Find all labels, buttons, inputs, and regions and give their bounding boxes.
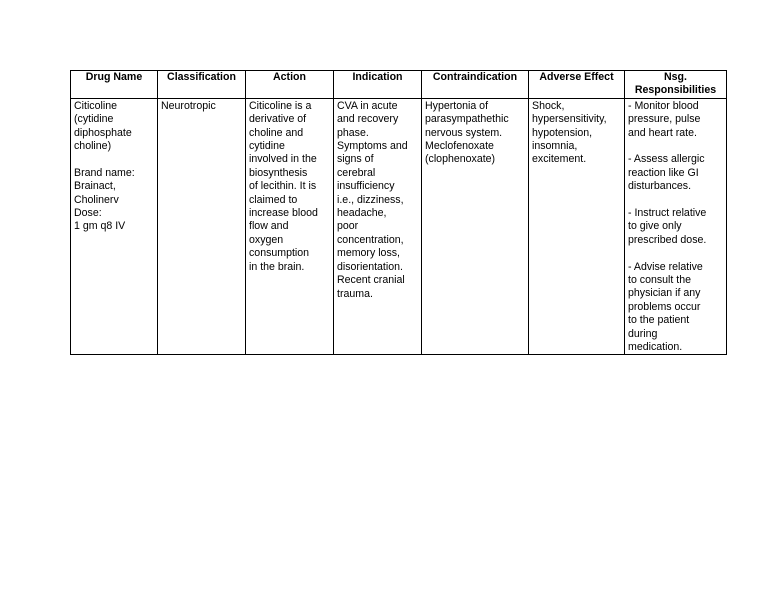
cell-text-line: reaction like GI <box>628 166 699 179</box>
cell-text-line: involved in the <box>249 153 317 166</box>
cell-text-line: to the patient <box>628 314 690 327</box>
cell-text-line: and recovery <box>337 113 399 126</box>
cell-text-line: Shock, <box>532 99 565 112</box>
header-nsg-line: Nsg. <box>664 71 687 83</box>
cell-text-line: hypotension, <box>532 126 593 139</box>
cell-text-line: hypersensitivity, <box>532 113 607 126</box>
cell-text-line: in the brain. <box>249 260 305 273</box>
cell-text-line: prescribed dose. <box>628 233 707 246</box>
cell-text-line: choline and <box>249 126 304 139</box>
cell-text-line: phase. <box>337 126 369 139</box>
cell-text-line: CVA in acute <box>337 99 398 112</box>
cell-text-line: - Advise relative <box>628 260 703 273</box>
cell-text-line: excitement. <box>532 153 587 166</box>
blank-line <box>628 247 723 260</box>
cell-text-line: memory loss, <box>337 247 400 260</box>
drug-study-table <box>70 70 727 355</box>
header-indication: Indication <box>334 71 422 99</box>
cell-text-line: - Instruct relative <box>628 207 707 220</box>
cell-text-line: poor <box>337 220 359 233</box>
cell-text-line: flow and <box>249 220 289 233</box>
cell-text-line: Neurotropic <box>161 99 216 112</box>
cell-contraindication <box>422 98 529 355</box>
cell-text-line: Cholinerv <box>74 193 119 206</box>
cell-text-line: i.e., dizziness, <box>337 193 404 206</box>
cell-text-line: to give only <box>628 220 682 233</box>
header-action: Action <box>246 71 334 99</box>
cell-text-line: increase blood <box>249 207 318 220</box>
table-header-row <box>71 71 727 99</box>
cell-text-line: parasympathethic <box>425 113 509 126</box>
cell-text-line: 1 gm q8 IV <box>74 220 126 233</box>
header-nsg-line: Responsibilities <box>634 84 717 97</box>
cell-indication <box>334 98 422 355</box>
cell-text-line: Dose: <box>74 207 102 220</box>
cell-text-line: Brand name: <box>74 166 135 179</box>
cell-text-line: Symptoms and <box>337 140 408 153</box>
cell-text-line: - Assess allergic <box>628 153 705 166</box>
cell-text-line: Citicoline <box>74 99 117 112</box>
header-adverse-effect: Adverse Effect <box>529 71 625 99</box>
cell-adverse-effect <box>529 98 625 355</box>
cell-text-line: signs of <box>337 153 374 166</box>
blank-line <box>628 140 723 153</box>
cell-text-line: nervous system. <box>425 126 503 139</box>
cell-text-line: - Monitor blood <box>628 99 699 112</box>
cell-text-line: oxygen <box>249 233 284 246</box>
cell-drug-name <box>71 98 158 355</box>
cell-text-line: medication. <box>628 341 683 354</box>
cell-text-line: insufficiency <box>337 180 395 193</box>
cell-text-line: cytidine <box>249 140 285 153</box>
cell-nsg-responsibilities <box>625 98 727 355</box>
cell-text-line: derivative of <box>249 113 307 126</box>
cell-text-line: biosynthesis <box>249 166 308 179</box>
blank-line <box>628 194 723 207</box>
cell-text-line: disturbances. <box>628 180 692 193</box>
cell-text-line: Recent cranial <box>337 274 405 287</box>
cell-text-line: Hypertonia of <box>425 99 489 112</box>
cell-text-line: claimed to <box>249 193 298 206</box>
cell-text-line: Citicoline is a <box>249 99 312 112</box>
cell-text-line: physician if any <box>628 287 701 300</box>
cell-text-line: Brainact, <box>74 180 116 193</box>
cell-text-line: during <box>628 327 658 340</box>
header-drug-name: Drug Name <box>71 71 158 99</box>
cell-text-line: (cytidine <box>74 113 114 126</box>
blank-line <box>74 153 154 166</box>
cell-text-line: Meclofenoxate <box>425 140 494 153</box>
cell-text-line: disorientation. <box>337 260 403 273</box>
cell-text-line: problems occur <box>628 300 701 313</box>
cell-text-line: cerebral <box>337 166 376 179</box>
table-row <box>71 98 727 355</box>
cell-text-line: to consult the <box>628 274 692 287</box>
cell-text-line: pressure, pulse <box>628 113 701 126</box>
cell-text-line: (clophenoxate) <box>425 153 496 166</box>
cell-text-line: consumption <box>249 247 310 260</box>
cell-text-line: diphosphate <box>74 126 132 139</box>
header-nsg-responsibilities <box>625 71 727 99</box>
cell-text-line: concentration, <box>337 233 404 246</box>
cell-text-line: trauma. <box>337 287 373 300</box>
cell-text-line: insomnia, <box>532 140 578 153</box>
cell-text-line: and heart rate. <box>628 126 697 139</box>
header-classification: Classification <box>158 71 246 99</box>
cell-text-line: of lecithin. It is <box>249 180 317 193</box>
header-contraindication: Contraindication <box>422 71 529 99</box>
cell-text-line: headache, <box>337 207 387 220</box>
cell-action <box>246 98 334 355</box>
cell-classification <box>158 98 246 355</box>
cell-text-line: choline) <box>74 140 112 153</box>
